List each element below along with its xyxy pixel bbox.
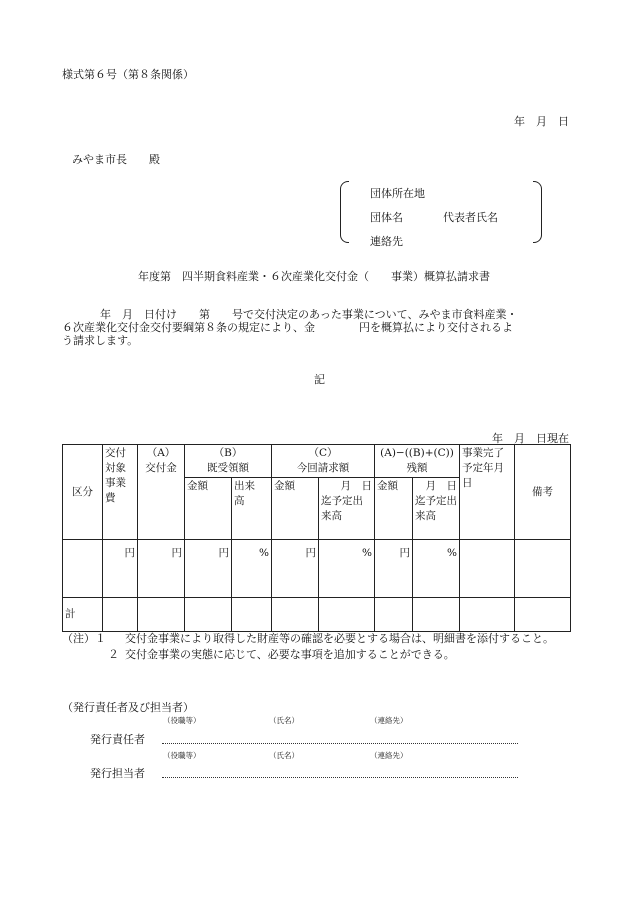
date-line: 年 月 日	[514, 115, 569, 128]
header-c: （C） 今回請求額	[272, 445, 375, 478]
header-kanryo: 事業完了 予定年月 日	[460, 445, 515, 540]
addressee: みやま市長 殿	[72, 153, 160, 166]
note-2-number: ２	[108, 648, 119, 661]
responsible-dotted-line	[162, 743, 518, 744]
responsible-label: 発行責任者	[90, 733, 145, 746]
claim-table	[62, 444, 571, 632]
form-number: 様式第６号（第８条関係）	[62, 68, 194, 81]
staff-label: 発行担当者	[90, 767, 145, 780]
applicant-contact-label: 連絡先	[370, 235, 403, 248]
note-1: 交付金事業により取得した財産等の確認を必要とする場合は、明細書を添付すること。	[125, 632, 554, 645]
applicant-bracket-left	[340, 181, 349, 243]
header-kubun: 区分	[63, 445, 103, 540]
ki-heading: 記	[314, 373, 325, 386]
issuer-heading: （発行責任者及び担当者）	[62, 701, 194, 714]
subheader-c-tsuki: 月 日 迄予定出 来高	[319, 478, 375, 540]
subheader-b-kingaku: 金額	[185, 478, 232, 540]
unit-percent: %	[232, 540, 272, 598]
header-a: （A） 交付金	[138, 445, 185, 540]
header-d: (A)−((B)+(C)) 残額	[375, 445, 460, 478]
table-row-total	[63, 598, 571, 632]
header-taisho: 交付 対象 事業 費	[103, 445, 138, 540]
applicant-location-label: 団体所在地	[370, 187, 425, 200]
header-b: （B） 既受領額	[185, 445, 272, 478]
applicant-bracket-right	[533, 181, 542, 243]
notes-label: （注）１	[62, 632, 106, 645]
unit-percent: %	[319, 540, 375, 598]
as-of-date: 年 月 日現在	[492, 432, 569, 445]
subheader-d-kingaku: 金額	[375, 478, 413, 540]
issuer-col-contact: （連絡先）	[370, 716, 408, 725]
unit-yen: 円	[103, 540, 138, 598]
unit-yen: 円	[185, 540, 232, 598]
subheader-b-dekidaka: 出来 高	[232, 478, 272, 540]
unit-yen: 円	[272, 540, 319, 598]
note-2: 交付金事業の実態に応じて、必要な事項を追加することができる。	[125, 648, 455, 661]
unit-percent: %	[413, 540, 460, 598]
subheader-d-tsuki: 月 日 迄予定出 来高	[413, 478, 460, 540]
document-title: 年度第 四半期食料産業・６次産業化交付金（ 事業）概算払請求書	[138, 270, 490, 283]
total-label: 計	[63, 598, 103, 632]
issuer-col-role: （役職等）	[163, 716, 201, 725]
header-biko: 備考	[515, 445, 571, 540]
issuer-col-name: （氏名）	[269, 751, 299, 760]
table-row	[63, 540, 571, 598]
subheader-c-kingaku: 金額	[272, 478, 319, 540]
issuer-col-role: （役職等）	[163, 751, 201, 760]
issuer-col-contact: （連絡先）	[370, 751, 408, 760]
body-line-3: う請求します。	[62, 334, 139, 347]
issuer-col-name: （氏名）	[269, 716, 299, 725]
body-line-1: 年 月 日付け 第 号で交付決定のあった事業について、みやま市食料産業・	[100, 308, 518, 321]
applicant-name-label: 団体名	[370, 211, 403, 224]
unit-yen: 円	[375, 540, 413, 598]
unit-yen: 円	[138, 540, 185, 598]
staff-dotted-line	[162, 777, 518, 778]
applicant-representative-label: 代表者氏名	[443, 211, 498, 224]
body-line-2: ６次産業化交付金交付要綱第８条の規定により、金 円を概算払により交付されるよ	[62, 321, 513, 334]
